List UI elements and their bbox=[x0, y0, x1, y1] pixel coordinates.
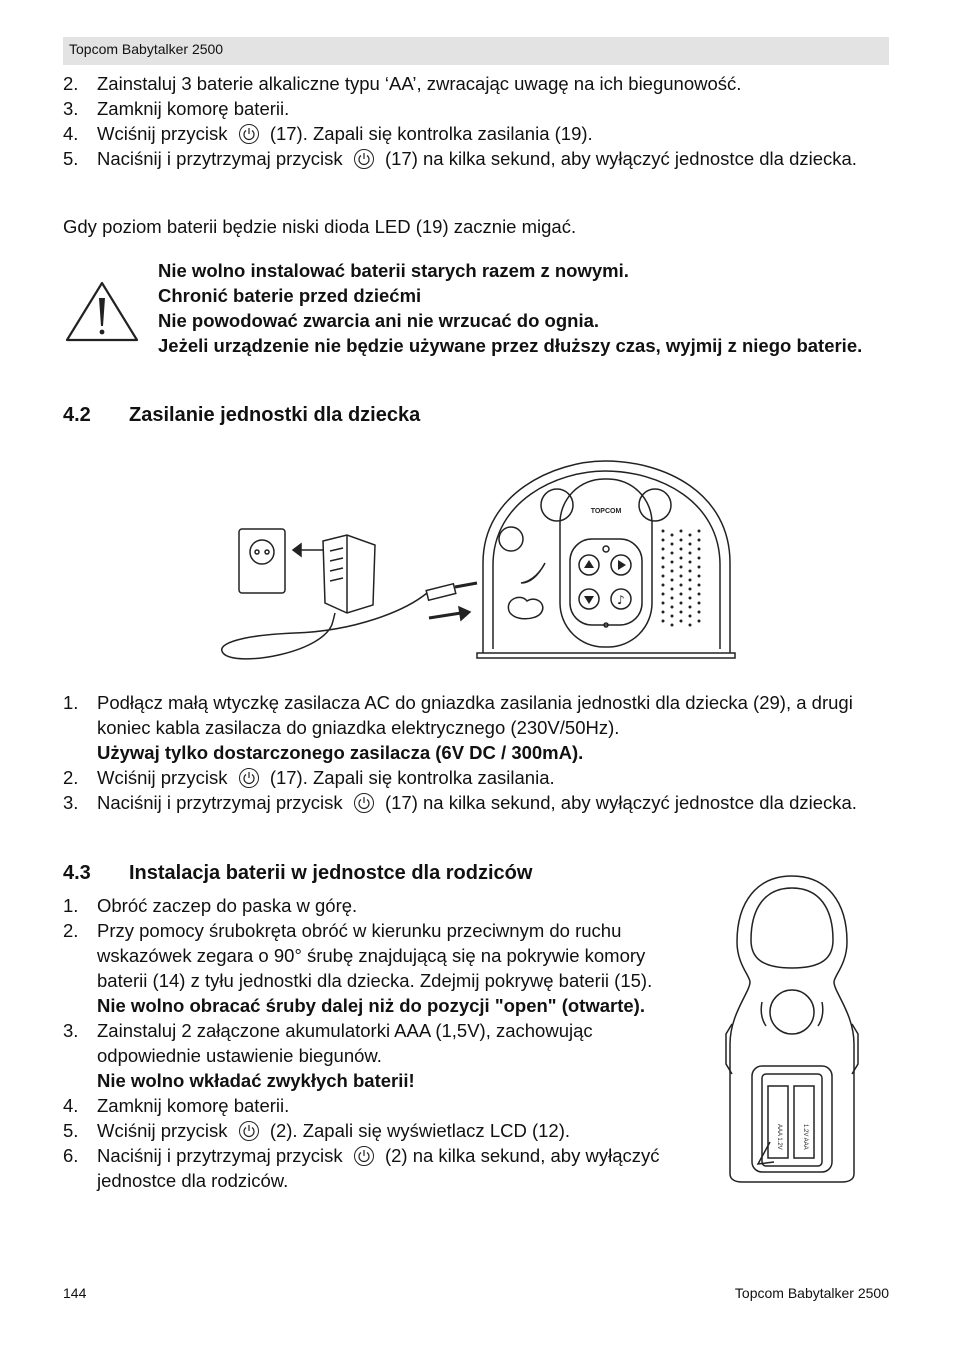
list-item: 4. Zamknij komorę baterii. bbox=[63, 1095, 290, 1116]
list-item: 2. Wciśnij przycisk (17). Zapali się kontrolka zasilania. bbox=[63, 767, 555, 788]
speaker-hole bbox=[662, 584, 665, 587]
speaker-hole bbox=[680, 593, 683, 596]
speaker-hole bbox=[671, 570, 674, 573]
speaker-hole bbox=[680, 620, 683, 623]
speaker-hole bbox=[698, 611, 701, 614]
header-title: Topcom Babytalker 2500 bbox=[69, 41, 224, 57]
speaker-hole bbox=[671, 624, 674, 627]
brand-logo: TOPCOM bbox=[590, 508, 622, 515]
power-icon bbox=[239, 768, 259, 788]
speaker-hole bbox=[680, 530, 683, 533]
speaker-hole bbox=[662, 575, 665, 578]
speaker-hole bbox=[698, 602, 701, 605]
speaker-hole bbox=[671, 552, 674, 555]
battery-label: AAA 1.2V bbox=[776, 1124, 782, 1150]
speaker-hole bbox=[698, 557, 701, 560]
list-item: 1. Podłącz małą wtyczkę zasilacza AC do gniazdka zasilania jednostki dla dziecka (29), a drugi koniec kabla zasilacza do gniazdka elektrycznego (230V/50Hz). Używaj tylko dostarczonego zasilacza (6V DC / 300mA). bbox=[63, 692, 853, 763]
speaker-hole bbox=[680, 611, 683, 614]
speaker-hole bbox=[662, 539, 665, 542]
speaker-hole bbox=[662, 593, 665, 596]
page-number: 144 bbox=[63, 1285, 87, 1301]
speaker-hole bbox=[689, 561, 692, 564]
adapter-steps-list bbox=[63, 690, 893, 815]
list-item: 3. Zamknij komorę baterii. bbox=[63, 98, 290, 119]
svg-text:♪: ♪ bbox=[617, 593, 625, 607]
speaker-hole bbox=[689, 588, 692, 591]
warning-triangle-icon bbox=[63, 280, 141, 349]
speaker-hole bbox=[689, 624, 692, 627]
power-icon bbox=[239, 124, 259, 144]
warning-text: Nie wolno instalować baterii starych razem z nowymi. Chronić baterie przed dziećmi Nie powodować zwarcia ani nie wrzucać do ognia. Jeżeli urządzenie nie będzie używane przez dłuższy czas, wyjmij z niego baterie. bbox=[158, 260, 863, 356]
speaker-hole bbox=[689, 606, 692, 609]
speaker-hole bbox=[680, 539, 683, 542]
list-item: 5. Naciśnij i przytrzymaj przycisk (17) na kilka sekund, aby wyłączyć jednostce dla dziecka. bbox=[63, 148, 857, 169]
speaker-hole bbox=[671, 534, 674, 537]
list-item: 6. Naciśnij i przytrzymaj przycisk (2) na kilka sekund, aby wyłączyć jednostce dla rodziców. bbox=[63, 1145, 660, 1191]
speaker-hole bbox=[680, 602, 683, 605]
speaker-hole bbox=[689, 579, 692, 582]
parent-unit-steps-list bbox=[63, 893, 678, 1193]
speaker-hole bbox=[680, 566, 683, 569]
speaker-hole bbox=[689, 534, 692, 537]
speaker-hole bbox=[671, 588, 674, 591]
list-item: 3. Naciśnij i przytrzymaj przycisk (17) na kilka sekund, aby wyłączyć jednostce dla dziecka. bbox=[63, 792, 857, 813]
speaker-hole bbox=[689, 552, 692, 555]
baby-unit-adapter-figure bbox=[215, 453, 745, 678]
power-icon bbox=[354, 793, 374, 813]
power-icon bbox=[239, 1121, 259, 1141]
battery-steps-list bbox=[63, 71, 893, 171]
speaker-hole bbox=[662, 548, 665, 551]
list-item: 4. Wciśnij przycisk (17). Zapali się kontrolka zasilania (19). bbox=[63, 123, 593, 144]
speaker-hole bbox=[689, 615, 692, 618]
speaker-hole bbox=[662, 557, 665, 560]
speaker-hole bbox=[680, 575, 683, 578]
speaker-hole bbox=[662, 611, 665, 614]
speaker-hole bbox=[680, 584, 683, 587]
low-battery-note: Gdy poziom baterii będzie niski dioda LED (19) zacznie migać. bbox=[63, 216, 577, 237]
speaker-hole bbox=[671, 615, 674, 618]
speaker-hole bbox=[689, 543, 692, 546]
speaker-hole bbox=[698, 548, 701, 551]
page-header bbox=[63, 37, 889, 65]
footer-title: Topcom Babytalker 2500 bbox=[734, 1285, 889, 1301]
power-icon bbox=[354, 1146, 374, 1166]
speaker-hole bbox=[671, 579, 674, 582]
list-item: 3. Zainstaluj 2 załączone akumulatorki AAA (1,5V), zachowując odpowiednie ustawienie biegunów. Nie wolno wkładać zwykłych baterii! bbox=[63, 1020, 593, 1091]
speaker-hole bbox=[680, 557, 683, 560]
speaker-hole bbox=[671, 606, 674, 609]
speaker-hole bbox=[671, 561, 674, 564]
speaker-hole bbox=[689, 597, 692, 600]
speaker-hole bbox=[698, 530, 701, 533]
speaker-hole bbox=[671, 543, 674, 546]
section-heading-4-2: 4.2 Zasilanie jednostki dla dziecka bbox=[63, 404, 421, 426]
speaker-hole bbox=[662, 530, 665, 533]
speaker-hole bbox=[662, 602, 665, 605]
speaker-hole bbox=[671, 597, 674, 600]
parent-unit-battery-figure bbox=[722, 874, 862, 1191]
speaker-hole bbox=[689, 570, 692, 573]
speaker-hole bbox=[698, 566, 701, 569]
speaker-hole bbox=[698, 593, 701, 596]
speaker-hole bbox=[698, 584, 701, 587]
list-item: 1. Obróć zaczep do paska w górę. bbox=[63, 895, 358, 916]
speaker-hole bbox=[662, 566, 665, 569]
list-item: 2. Przy pomocy śrubokręta obróć w kierunku przeciwnym do ruchu wskazówek zegara o 90° śrubę znajdującą się na pokrywie komory baterii (14) z tyłu jednostki dla dziecka. Zdejmij pokrywę baterii (15). Nie wolno obracać śruby dalej niż do pozycji "open" (otwarte). bbox=[63, 920, 653, 1016]
power-icon bbox=[354, 149, 374, 169]
speaker-hole bbox=[662, 620, 665, 623]
battery-label: 1.2V AAA bbox=[802, 1124, 808, 1150]
speaker-hole bbox=[698, 575, 701, 578]
speaker-hole bbox=[698, 620, 701, 623]
speaker-hole bbox=[680, 548, 683, 551]
list-item: 5. Wciśnij przycisk (2). Zapali się wyświetlacz LCD (12). bbox=[63, 1120, 571, 1141]
section-heading-4-3: 4.3 Instalacja baterii w jednostce dla rodziców bbox=[63, 862, 533, 884]
speaker-hole bbox=[698, 539, 701, 542]
list-item: 2. Zainstaluj 3 baterie alkaliczne typu ‘AA’, zwracając uwagę na ich biegunowość. bbox=[63, 73, 742, 94]
